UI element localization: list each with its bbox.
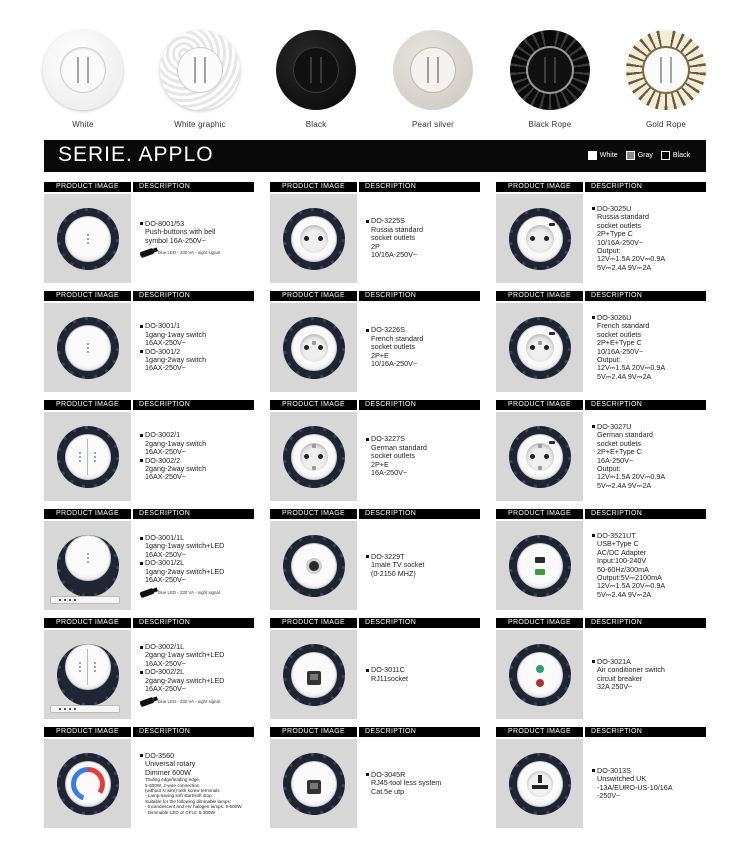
product-spec-line: Output: xyxy=(597,245,621,255)
product-spec-line: -250V~ xyxy=(597,790,621,800)
header-description: DESCRIPTION xyxy=(359,618,480,628)
black-swatch-icon xyxy=(661,151,670,160)
product-spec-line: 16AX-250V~ xyxy=(145,472,186,482)
product-description xyxy=(366,194,482,283)
product-code: DO-3225S xyxy=(366,217,482,225)
product-spec-line: Input:100-240V xyxy=(597,556,647,566)
product-row xyxy=(44,291,706,392)
product-spec-line: 12V⎓1.5A 20V⎓0.9A xyxy=(597,363,666,373)
product-spec-line: 2P+E xyxy=(371,459,389,469)
card-header xyxy=(44,400,254,410)
header-product-image: PRODUCT IMAGE xyxy=(270,727,357,737)
product-spec-line: Air conditioner switch xyxy=(597,665,665,675)
black-rope-plate-icon xyxy=(510,30,590,110)
card-header xyxy=(44,509,254,519)
serie-prefix: SERIE. xyxy=(58,143,133,166)
product-code: DO-3002/2L xyxy=(140,668,256,676)
rotary-dimmer-icon xyxy=(44,739,131,828)
product-image[interactable] xyxy=(270,739,357,828)
product-image[interactable] xyxy=(270,194,357,283)
product-code: DO-3002/2 xyxy=(140,457,256,465)
product-code: DO-3229T xyxy=(366,553,482,561)
switch-1gang-icon xyxy=(44,303,131,392)
product-spec-line: 16AX-250V~ xyxy=(145,447,186,457)
product-spec-line: 32A 250V~ xyxy=(597,681,633,691)
product-card[interactable] xyxy=(496,509,706,610)
switch-2gang-icon xyxy=(44,412,131,501)
card-header xyxy=(496,727,706,737)
product-image[interactable] xyxy=(496,630,583,719)
black-plate-icon xyxy=(276,30,356,110)
product-spec-line: circuit breaker xyxy=(597,673,643,683)
led-note-text: blue LED - 230 VA - night signal xyxy=(158,698,220,704)
product-code: DO-3021A xyxy=(592,658,708,666)
product-row xyxy=(44,509,706,610)
product-card[interactable] xyxy=(44,727,254,828)
header-description: DESCRIPTION xyxy=(359,291,480,301)
product-code: DO-3045R xyxy=(366,771,482,779)
card-header xyxy=(44,291,254,301)
product-spec-line: 16AX-250V~ xyxy=(145,549,186,559)
product-spec-line: 16AX-250V~ xyxy=(145,338,186,348)
product-spec-line: French standard xyxy=(371,333,424,343)
header-description: DESCRIPTION xyxy=(585,509,706,519)
product-spec-line: 1gang-1way switch xyxy=(145,329,207,339)
product-image[interactable] xyxy=(44,521,131,610)
product-spec-line: socket outlets xyxy=(597,220,641,230)
legend-item-gray[interactable] xyxy=(626,151,653,160)
product-note-line: 5-600W, 2-wire connection xyxy=(145,782,200,788)
header-description: DESCRIPTION xyxy=(585,727,706,737)
product-code: DO-3001/1L xyxy=(140,534,256,542)
product-spec-line: 10/16A-250V~ xyxy=(371,359,418,369)
product-spec-line: 12V⎓1.5A 20V⎓0.9A xyxy=(597,254,666,264)
product-spec-line: Output:5V⎓2100mA xyxy=(597,572,662,582)
header-product-image: PRODUCT IMAGE xyxy=(496,509,583,519)
product-card[interactable] xyxy=(270,727,480,828)
product-code: DO-3013S xyxy=(592,767,708,775)
finish-label: White xyxy=(72,120,94,129)
header-description: DESCRIPTION xyxy=(133,509,254,519)
product-card[interactable] xyxy=(44,291,254,392)
header-product-image: PRODUCT IMAGE xyxy=(270,509,357,519)
header-product-image: PRODUCT IMAGE xyxy=(44,291,131,301)
product-spec-line: 5V⎓2.4A 9V⎓2A xyxy=(597,589,652,599)
serie-title xyxy=(58,143,214,167)
product-image[interactable] xyxy=(270,412,357,501)
ac-breaker-icon xyxy=(496,630,583,719)
serie-header xyxy=(44,140,706,172)
product-spec-line: socket outlets xyxy=(597,438,641,448)
product-spec-line: 2P+Type C xyxy=(597,229,633,239)
product-card[interactable] xyxy=(496,291,706,392)
card-header xyxy=(270,182,480,192)
product-spec-line: socket outlets xyxy=(371,342,415,352)
product-spec-line: socket outlets xyxy=(371,451,415,461)
card-header xyxy=(270,618,480,628)
header-description: DESCRIPTION xyxy=(133,291,254,301)
product-image[interactable] xyxy=(270,303,357,392)
socket-german-usb-icon xyxy=(496,412,583,501)
header-product-image: PRODUCT IMAGE xyxy=(496,727,583,737)
serie-name: APPLO xyxy=(138,143,214,166)
header-product-image: PRODUCT IMAGE xyxy=(496,182,583,192)
product-description xyxy=(366,303,482,392)
product-note-line: - Dimmable LED or CFLs: 5-300W xyxy=(145,809,215,815)
product-code: DO-3521UT xyxy=(592,532,708,540)
product-spec-line: 16AX-250V~ xyxy=(145,363,186,373)
header-description: DESCRIPTION xyxy=(133,400,254,410)
product-description xyxy=(140,303,256,392)
header-description: DESCRIPTION xyxy=(133,182,254,192)
product-spec-line: 12V⎓1.5A 20V⎓0.9A xyxy=(597,581,666,591)
product-code: DO-3002/1 xyxy=(140,431,256,439)
product-spec-line: German standard xyxy=(371,442,427,452)
product-card[interactable] xyxy=(44,618,254,719)
gray-swatch-icon xyxy=(626,151,635,160)
gold-rope-plate-icon xyxy=(626,30,706,110)
product-description xyxy=(140,739,256,828)
header-description: DESCRIPTION xyxy=(359,182,480,192)
product-spec-line: 12V⎓1.5A 20V⎓0.9A xyxy=(597,472,666,482)
product-code: DO-3001/2 xyxy=(140,348,256,356)
product-image[interactable] xyxy=(496,521,583,610)
legend-label: White xyxy=(599,152,618,159)
card-header xyxy=(44,618,254,628)
led-note xyxy=(140,249,256,257)
bell-pushbutton-icon xyxy=(44,194,131,283)
product-code: DO-3001/2L xyxy=(140,559,256,567)
card-header xyxy=(496,291,706,301)
product-spec-line: AC/DC Adapter xyxy=(597,547,647,557)
card-header xyxy=(270,509,480,519)
product-spec-line: 2P+E+Type C xyxy=(597,338,642,348)
card-header xyxy=(270,727,480,737)
product-code: DO-8001/53 xyxy=(140,220,256,228)
product-code: DO-3560 xyxy=(140,752,256,760)
product-description xyxy=(592,303,708,392)
product-code: DO-3227S xyxy=(366,435,482,443)
card-header xyxy=(496,618,706,628)
product-spec-line: 10/16A-250V~ xyxy=(371,250,418,260)
finish-pearl-silver[interactable] xyxy=(388,30,478,129)
socket-french-icon xyxy=(270,303,357,392)
product-card[interactable] xyxy=(496,727,706,828)
led-plug-icon xyxy=(139,697,154,707)
socket-usb-icon xyxy=(496,194,583,283)
product-image[interactable] xyxy=(496,303,583,392)
header-product-image: PRODUCT IMAGE xyxy=(270,618,357,628)
led-note-text: blue LED - 230 VA - night signal xyxy=(158,249,220,255)
product-spec-line: Unswitched UK xyxy=(597,774,647,784)
product-spec-line: Cat.5e utp xyxy=(371,786,405,796)
product-spec-line: 2P+E+Type C xyxy=(597,447,642,457)
product-image[interactable] xyxy=(496,412,583,501)
header-product-image: PRODUCT IMAGE xyxy=(44,400,131,410)
product-note-line: (without N wire) with screw terminals xyxy=(145,788,220,793)
header-product-image: PRODUCT IMAGE xyxy=(496,291,583,301)
product-spec-line: 16AX-250V~ xyxy=(145,684,186,694)
product-row xyxy=(44,727,706,828)
product-card[interactable] xyxy=(496,182,706,283)
header-description: DESCRIPTION xyxy=(585,618,706,628)
product-spec-line: 10/16A-250V~ xyxy=(597,237,644,247)
product-card[interactable] xyxy=(270,509,480,610)
socket-french-usb-icon xyxy=(496,303,583,392)
card-header xyxy=(44,727,254,737)
finish-label: Black xyxy=(305,120,327,129)
product-row xyxy=(44,182,706,283)
product-description xyxy=(140,412,256,501)
product-spec-line: 5V⎓2.4A 9V⎓2A xyxy=(597,371,652,381)
legend-label: Black xyxy=(672,152,690,159)
header-description: DESCRIPTION xyxy=(359,400,480,410)
product-description xyxy=(140,630,256,719)
white-graphic-plate-icon xyxy=(160,30,240,110)
card-header xyxy=(496,400,706,410)
product-spec-line: 16A-250V~ xyxy=(597,455,634,465)
product-code: DO-3002/1L xyxy=(140,643,256,651)
product-spec-line: Output: xyxy=(597,463,621,473)
product-code: DO-3025U xyxy=(592,205,708,213)
product-card[interactable] xyxy=(270,400,480,501)
header-product-image: PRODUCT IMAGE xyxy=(44,182,131,192)
product-spec-line: 1gang-2way switch+LED xyxy=(145,566,225,576)
legend-label: Gray xyxy=(637,152,653,159)
led-note-text: blue LED - 230 VA - night signal xyxy=(158,589,220,595)
product-spec-line: socket outlets xyxy=(597,329,641,339)
product-image[interactable] xyxy=(270,521,357,610)
finish-options xyxy=(0,0,754,134)
product-card[interactable] xyxy=(270,618,480,719)
product-spec-line: Dimmer 600W xyxy=(145,767,191,777)
product-spec-line: 2gang-1way switch+LED xyxy=(145,650,225,660)
product-spec-line: Output: xyxy=(597,354,621,364)
product-note-line: Suitable for the following dimmable lamps: xyxy=(145,798,232,804)
product-description xyxy=(366,521,482,610)
product-spec-line: 2gang-2way switch xyxy=(145,463,207,473)
product-spec-line: Universal rotary xyxy=(145,759,196,769)
product-spec-line: symbol 16A-250V~ xyxy=(145,235,206,245)
led-plug-icon xyxy=(139,248,154,258)
product-image[interactable] xyxy=(496,739,583,828)
product-card[interactable] xyxy=(270,182,480,283)
header-product-image: PRODUCT IMAGE xyxy=(496,400,583,410)
header-product-image: PRODUCT IMAGE xyxy=(496,618,583,628)
finish-black-rope[interactable] xyxy=(505,30,595,129)
header-description: DESCRIPTION xyxy=(359,509,480,519)
product-image[interactable] xyxy=(270,630,357,719)
product-description xyxy=(140,521,256,610)
header-description: DESCRIPTION xyxy=(585,182,706,192)
white-plate-icon xyxy=(43,30,123,110)
finish-white[interactable] xyxy=(38,30,128,129)
socket-2p-icon xyxy=(270,194,357,283)
product-description xyxy=(366,630,482,719)
product-spec-line: 2P xyxy=(371,241,380,251)
card-header xyxy=(496,182,706,192)
header-product-image: PRODUCT IMAGE xyxy=(44,618,131,628)
product-spec-line: French standard xyxy=(597,321,650,331)
product-card[interactable] xyxy=(496,400,706,501)
product-card[interactable] xyxy=(44,400,254,501)
product-code: DO-3027U xyxy=(592,423,708,431)
finish-black[interactable] xyxy=(271,30,361,129)
product-image[interactable] xyxy=(44,412,131,501)
product-spec-line: 1male TV socket xyxy=(371,560,425,570)
product-spec-line: 1gang-1way switch+LED xyxy=(145,541,225,551)
socket-german-icon xyxy=(270,412,357,501)
product-spec-line: 5V⎓2.4A 9V⎓2A xyxy=(597,480,652,490)
finish-label: Pearl silver xyxy=(412,120,454,129)
white-swatch-icon xyxy=(588,151,597,160)
led-plug-icon xyxy=(139,588,154,598)
product-image[interactable] xyxy=(44,739,131,828)
product-spec-line: Russia standard xyxy=(371,224,423,234)
header-description: DESCRIPTION xyxy=(359,727,480,737)
product-row xyxy=(44,618,706,719)
header-product-image: PRODUCT IMAGE xyxy=(270,291,357,301)
card-header xyxy=(270,291,480,301)
product-image[interactable] xyxy=(44,303,131,392)
card-header xyxy=(270,400,480,410)
tv-socket-icon xyxy=(270,521,357,610)
product-spec-line: 2P+E xyxy=(371,350,389,360)
product-card[interactable] xyxy=(270,291,480,392)
product-image[interactable] xyxy=(44,194,131,283)
product-spec-line: -13A/EURO-US-10/16A xyxy=(597,782,673,792)
product-spec-line: RJ45-tool less system xyxy=(371,778,442,788)
header-description: DESCRIPTION xyxy=(133,727,254,737)
product-spec-line: 1gang-2way switch xyxy=(145,354,207,364)
header-description: DESCRIPTION xyxy=(133,618,254,628)
product-description xyxy=(592,630,708,719)
pearl-silver-plate-icon xyxy=(393,30,473,110)
legend-item-black[interactable] xyxy=(661,151,690,160)
product-description xyxy=(592,194,708,283)
product-code: DO-3001/1 xyxy=(140,322,256,330)
usb-charger-icon xyxy=(496,521,583,610)
product-spec-line: socket outlets xyxy=(371,233,415,243)
header-product-image: PRODUCT IMAGE xyxy=(44,509,131,519)
finish-gold-rope[interactable] xyxy=(621,30,711,129)
finish-white-graphic[interactable] xyxy=(155,30,245,129)
header-product-image: PRODUCT IMAGE xyxy=(270,400,357,410)
product-image[interactable] xyxy=(496,194,583,283)
product-spec-line: USB+Type C xyxy=(597,539,639,549)
product-spec-line: (0-2150 MHZ) xyxy=(371,568,416,578)
legend-item-white[interactable] xyxy=(588,151,618,160)
product-spec-line: German standard xyxy=(597,430,653,440)
product-spec-line: Russia standard xyxy=(597,212,649,222)
product-note-line: Trailing edge/leading edge, xyxy=(145,777,201,783)
finish-label: White graphic xyxy=(174,120,226,129)
header-product-image: PRODUCT IMAGE xyxy=(270,182,357,192)
product-description xyxy=(592,412,708,501)
finish-label: Gold Rope xyxy=(645,120,687,129)
product-description xyxy=(592,521,708,610)
card-header xyxy=(44,182,254,192)
product-spec-line: 50-60Hz/300mA xyxy=(597,564,649,574)
product-row xyxy=(44,400,706,501)
switch-2gang-led-icon xyxy=(44,630,131,719)
color-legend xyxy=(588,151,690,160)
product-spec-line: 2gang-1way switch xyxy=(145,438,207,448)
led-note xyxy=(140,698,256,706)
product-spec-line: 2gang-2way switch+LED xyxy=(145,675,225,685)
product-image[interactable] xyxy=(44,630,131,719)
product-description xyxy=(366,412,482,501)
product-code: DO-3026U xyxy=(592,314,708,322)
card-header xyxy=(496,509,706,519)
rj11-socket-icon xyxy=(270,630,357,719)
product-code: DO-3226S xyxy=(366,326,482,334)
product-spec-line: 16AX-250V~ xyxy=(145,575,186,585)
product-card[interactable] xyxy=(496,618,706,719)
rj45-socket-icon xyxy=(270,739,357,828)
finish-label: Black Rope xyxy=(528,120,572,129)
product-spec-line: 16A-250V~ xyxy=(371,468,408,478)
product-spec-line: 16AX-250V~ xyxy=(145,658,186,668)
header-product-image: PRODUCT IMAGE xyxy=(44,727,131,737)
product-spec-line: RJ11socket xyxy=(371,673,409,683)
product-code: DO-3011C xyxy=(366,666,482,674)
product-note-line: - Lamp-saving soft start/soft stop xyxy=(145,793,212,799)
product-description xyxy=(592,739,708,828)
uk-socket-icon xyxy=(496,739,583,828)
product-spec-line: 10/16A-250V~ xyxy=(597,346,644,356)
header-description: DESCRIPTION xyxy=(585,400,706,410)
switch-1gang-led-icon xyxy=(44,521,131,610)
product-description xyxy=(140,194,256,283)
product-card[interactable] xyxy=(44,509,254,610)
led-note xyxy=(140,589,256,597)
product-spec-line: Push-buttons with bell xyxy=(145,227,216,237)
product-card[interactable] xyxy=(44,182,254,283)
product-description xyxy=(366,739,482,828)
header-description: DESCRIPTION xyxy=(585,291,706,301)
product-spec-line: 5V⎓2.4A 9V⎓2A xyxy=(597,262,652,272)
product-note-line: - Incandescent and HV halogen lamps: 5-600W xyxy=(145,804,242,810)
